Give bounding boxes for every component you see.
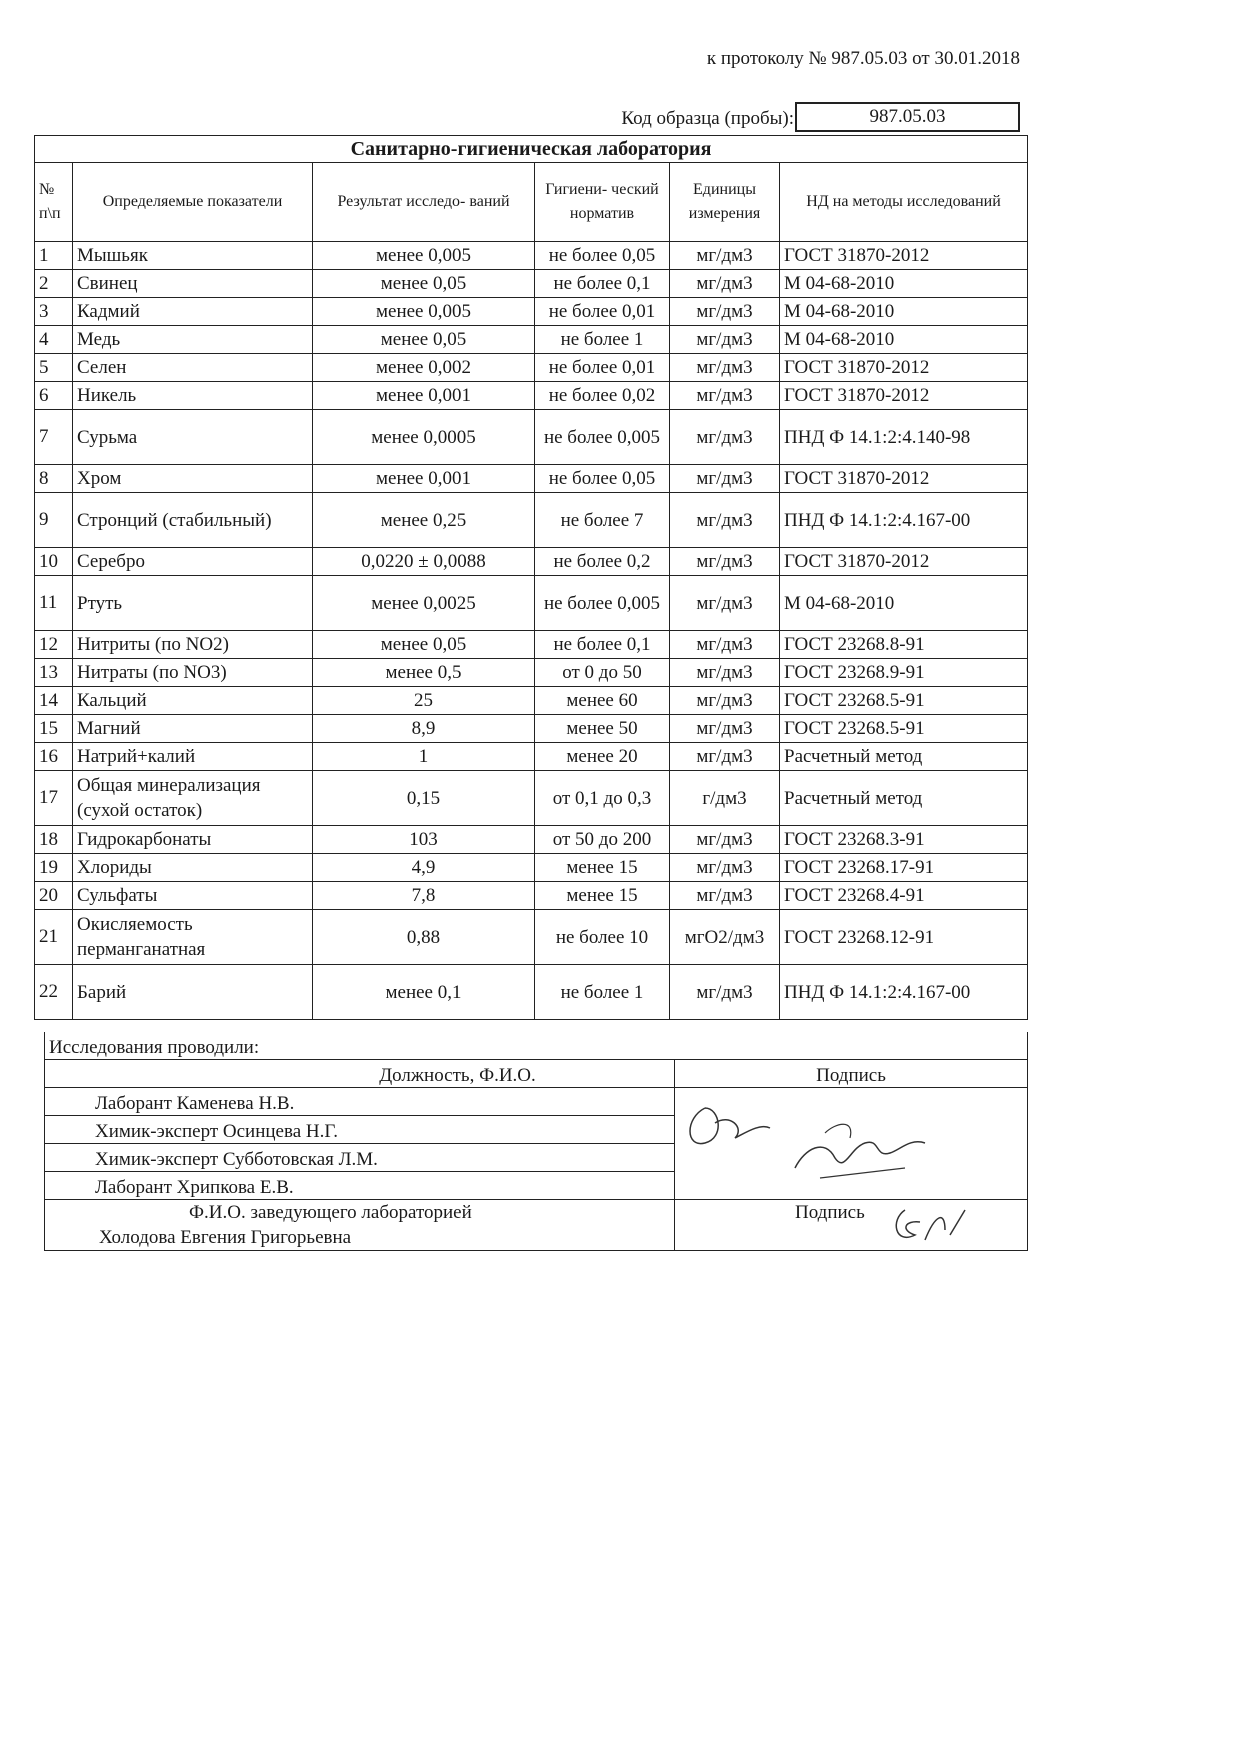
row-indicator: Никель	[73, 382, 313, 410]
row-norm: не более 1	[535, 326, 670, 354]
row-method: ГОСТ 23268.8-91	[780, 631, 1028, 659]
row-indicator: Гидрокарбонаты	[73, 826, 313, 854]
row-number: 3	[35, 298, 73, 326]
sample-code-row	[560, 102, 1030, 134]
staff-member: Лаборант Каменева Н.В.	[45, 1088, 675, 1116]
row-method: ГОСТ 23268.5-91	[780, 687, 1028, 715]
row-unit: мг/дм3	[670, 576, 780, 631]
table-row	[35, 298, 1028, 326]
row-result: 0,88	[313, 910, 535, 965]
row-unit: мг/дм3	[670, 743, 780, 771]
row-method: ПНД Ф 14.1:2:4.167-00	[780, 493, 1028, 548]
row-method: ПНД Ф 14.1:2:4.167-00	[780, 965, 1028, 1020]
table-row	[35, 771, 1028, 826]
handwritten-signatures-icon	[675, 1088, 1015, 1198]
row-result: менее 0,05	[313, 326, 535, 354]
table-row	[35, 270, 1028, 298]
row-result: менее 0,001	[313, 465, 535, 493]
row-indicator: Нитраты (по NO3)	[73, 659, 313, 687]
row-number: 10	[35, 548, 73, 576]
row-method: М 04-68-2010	[780, 270, 1028, 298]
table-row	[35, 854, 1028, 882]
row-method: ГОСТ 31870-2012	[780, 354, 1028, 382]
row-result: менее 0,25	[313, 493, 535, 548]
row-number: 21	[35, 910, 73, 965]
table-row	[35, 659, 1028, 687]
row-result: 8,9	[313, 715, 535, 743]
row-norm: не более 0,005	[535, 576, 670, 631]
row-result: 0,0220 ± 0,0088	[313, 548, 535, 576]
row-number: 19	[35, 854, 73, 882]
row-unit: мг/дм3	[670, 687, 780, 715]
row-indicator: Сульфаты	[73, 882, 313, 910]
row-number: 9	[35, 493, 73, 548]
row-result: менее 0,0005	[313, 410, 535, 465]
staff-member: Химик-эксперт Осинцева Н.Г.	[45, 1116, 675, 1144]
table-row	[35, 410, 1028, 465]
row-indicator: Общая минерализация (сухой остаток)	[73, 771, 313, 826]
row-indicator: Мышьяк	[73, 242, 313, 270]
row-norm: не более 0,1	[535, 270, 670, 298]
row-result: менее 0,001	[313, 382, 535, 410]
row-result: менее 0,0025	[313, 576, 535, 631]
table-row	[35, 965, 1028, 1020]
row-indicator: Сурьма	[73, 410, 313, 465]
row-number: 11	[35, 576, 73, 631]
row-norm: менее 15	[535, 854, 670, 882]
sample-code-label: Код образца (пробы):	[621, 108, 794, 129]
head-name: Холодова Евгения Григорьевна	[99, 1227, 352, 1248]
sample-code-value: 987.05.03	[795, 102, 1020, 132]
table-row	[35, 743, 1028, 771]
row-indicator: Ртуть	[73, 576, 313, 631]
row-result: 7,8	[313, 882, 535, 910]
table-row	[35, 631, 1028, 659]
row-norm: не более 0,01	[535, 354, 670, 382]
row-method: ГОСТ 31870-2012	[780, 382, 1028, 410]
row-norm: не более 0,05	[535, 242, 670, 270]
row-result: 0,15	[313, 771, 535, 826]
row-norm: менее 20	[535, 743, 670, 771]
row-unit: мг/дм3	[670, 631, 780, 659]
row-indicator: Магний	[73, 715, 313, 743]
row-number: 16	[35, 743, 73, 771]
row-norm: не более 1	[535, 965, 670, 1020]
row-method: ГОСТ 23268.9-91	[780, 659, 1028, 687]
row-indicator: Натрий+калий	[73, 743, 313, 771]
table-row	[35, 882, 1028, 910]
row-unit: мг/дм3	[670, 548, 780, 576]
row-number: 2	[35, 270, 73, 298]
row-norm: менее 60	[535, 687, 670, 715]
row-norm: менее 15	[535, 882, 670, 910]
table-row	[35, 326, 1028, 354]
table-row	[35, 354, 1028, 382]
row-unit: мг/дм3	[670, 410, 780, 465]
head-signature-label: Подпись	[795, 1202, 865, 1223]
table-row	[35, 910, 1028, 965]
row-method: ПНД Ф 14.1:2:4.140-98	[780, 410, 1028, 465]
row-number: 13	[35, 659, 73, 687]
row-unit: мг/дм3	[670, 382, 780, 410]
row-indicator: Хлориды	[73, 854, 313, 882]
table-row	[35, 715, 1028, 743]
row-result: менее 0,005	[313, 242, 535, 270]
row-result: менее 0,002	[313, 354, 535, 382]
row-indicator: Кальций	[73, 687, 313, 715]
row-method: М 04-68-2010	[780, 326, 1028, 354]
row-number: 20	[35, 882, 73, 910]
table-row	[35, 548, 1028, 576]
row-result: менее 0,005	[313, 298, 535, 326]
row-indicator: Серебро	[73, 548, 313, 576]
row-result: менее 0,1	[313, 965, 535, 1020]
row-method: Расчетный метод	[780, 743, 1028, 771]
row-unit: мг/дм3	[670, 826, 780, 854]
row-method: ГОСТ 23268.12-91	[780, 910, 1028, 965]
lab-title: Санитарно-гигиеническая лаборатория	[35, 136, 1028, 163]
row-method: ГОСТ 23268.17-91	[780, 854, 1028, 882]
row-number: 17	[35, 771, 73, 826]
row-unit: мг/дм3	[670, 659, 780, 687]
head-signature-cell	[675, 1200, 1028, 1251]
row-indicator: Селен	[73, 354, 313, 382]
row-number: 7	[35, 410, 73, 465]
row-unit: мг/дм3	[670, 270, 780, 298]
results-table	[34, 135, 1028, 1020]
row-unit: мгО2/дм3	[670, 910, 780, 965]
row-unit: мг/дм3	[670, 465, 780, 493]
row-number: 5	[35, 354, 73, 382]
row-unit: мг/дм3	[670, 242, 780, 270]
row-norm: не более 0,05	[535, 465, 670, 493]
row-result: менее 0,5	[313, 659, 535, 687]
row-method: ГОСТ 23268.4-91	[780, 882, 1028, 910]
table-row	[35, 465, 1028, 493]
table-row	[35, 242, 1028, 270]
row-unit: мг/дм3	[670, 493, 780, 548]
row-result: 4,9	[313, 854, 535, 882]
row-indicator: Окисляемость перманганатная	[73, 910, 313, 965]
staff-signatures-cell	[675, 1088, 1028, 1200]
table-row	[35, 826, 1028, 854]
col-header-unit: Единицы измерения	[670, 163, 780, 242]
row-indicator: Кадмий	[73, 298, 313, 326]
row-result: менее 0,05	[313, 631, 535, 659]
row-number: 8	[35, 465, 73, 493]
row-norm: не более 7	[535, 493, 670, 548]
head-cell	[45, 1200, 675, 1251]
col-header-name: Определяемые показатели	[73, 163, 313, 242]
col-header-norm: Гигиени- ческий норматив	[535, 163, 670, 242]
row-indicator: Стронций (стабильный)	[73, 493, 313, 548]
head-label: Ф.И.О. заведующего лабораторией	[189, 1202, 472, 1223]
table-row	[35, 493, 1028, 548]
table-header-row	[35, 163, 1028, 242]
row-method: М 04-68-2010	[780, 298, 1028, 326]
row-number: 18	[35, 826, 73, 854]
row-number: 1	[35, 242, 73, 270]
row-number: 14	[35, 687, 73, 715]
row-indicator: Свинец	[73, 270, 313, 298]
row-unit: мг/дм3	[670, 965, 780, 1020]
row-method: ГОСТ 31870-2012	[780, 465, 1028, 493]
staff-table	[44, 1032, 1028, 1251]
row-norm: не более 0,2	[535, 548, 670, 576]
row-unit: мг/дм3	[670, 354, 780, 382]
head-signature-icon	[890, 1200, 980, 1250]
row-indicator: Хром	[73, 465, 313, 493]
row-norm: не более 0,005	[535, 410, 670, 465]
row-number: 4	[35, 326, 73, 354]
table-row	[35, 687, 1028, 715]
position-header: Должность, Ф.И.О.	[45, 1060, 675, 1088]
signature-header: Подпись	[675, 1060, 1028, 1088]
row-result: 1	[313, 743, 535, 771]
conducted-label: Исследования проводили:	[45, 1032, 1028, 1060]
row-result: 103	[313, 826, 535, 854]
protocol-reference: к протоколу № 987.05.03 от 30.01.2018	[706, 48, 1020, 69]
row-unit: мг/дм3	[670, 298, 780, 326]
row-number: 15	[35, 715, 73, 743]
row-unit: мг/дм3	[670, 882, 780, 910]
row-norm: не более 0,02	[535, 382, 670, 410]
row-number: 22	[35, 965, 73, 1020]
row-norm: от 0,1 до 0,3	[535, 771, 670, 826]
col-header-nd: НД на методы исследований	[780, 163, 1028, 242]
col-header-num: № п\п	[35, 163, 73, 242]
table-body	[35, 242, 1028, 1020]
row-method: М 04-68-2010	[780, 576, 1028, 631]
row-unit: мг/дм3	[670, 715, 780, 743]
row-norm: не более 0,1	[535, 631, 670, 659]
col-header-result: Результат исследо- ваний	[313, 163, 535, 242]
row-norm: не более 10	[535, 910, 670, 965]
row-result: 25	[313, 687, 535, 715]
row-number: 6	[35, 382, 73, 410]
row-indicator: Нитриты (по NO2)	[73, 631, 313, 659]
row-method: ГОСТ 31870-2012	[780, 242, 1028, 270]
table-row	[35, 382, 1028, 410]
row-norm: от 50 до 200	[535, 826, 670, 854]
row-method: ГОСТ 23268.5-91	[780, 715, 1028, 743]
row-method: ГОСТ 23268.3-91	[780, 826, 1028, 854]
row-number: 12	[35, 631, 73, 659]
row-norm: от 0 до 50	[535, 659, 670, 687]
staff-member: Лаборант Хрипкова Е.В.	[45, 1172, 675, 1200]
row-unit: г/дм3	[670, 771, 780, 826]
row-unit: мг/дм3	[670, 326, 780, 354]
table-row	[35, 576, 1028, 631]
row-indicator: Барий	[73, 965, 313, 1020]
staff-member: Химик-эксперт Субботовская Л.М.	[45, 1144, 675, 1172]
row-norm: менее 50	[535, 715, 670, 743]
row-norm: не более 0,01	[535, 298, 670, 326]
row-unit: мг/дм3	[670, 854, 780, 882]
row-indicator: Медь	[73, 326, 313, 354]
row-method: Расчетный метод	[780, 771, 1028, 826]
row-method: ГОСТ 31870-2012	[780, 548, 1028, 576]
row-result: менее 0,05	[313, 270, 535, 298]
